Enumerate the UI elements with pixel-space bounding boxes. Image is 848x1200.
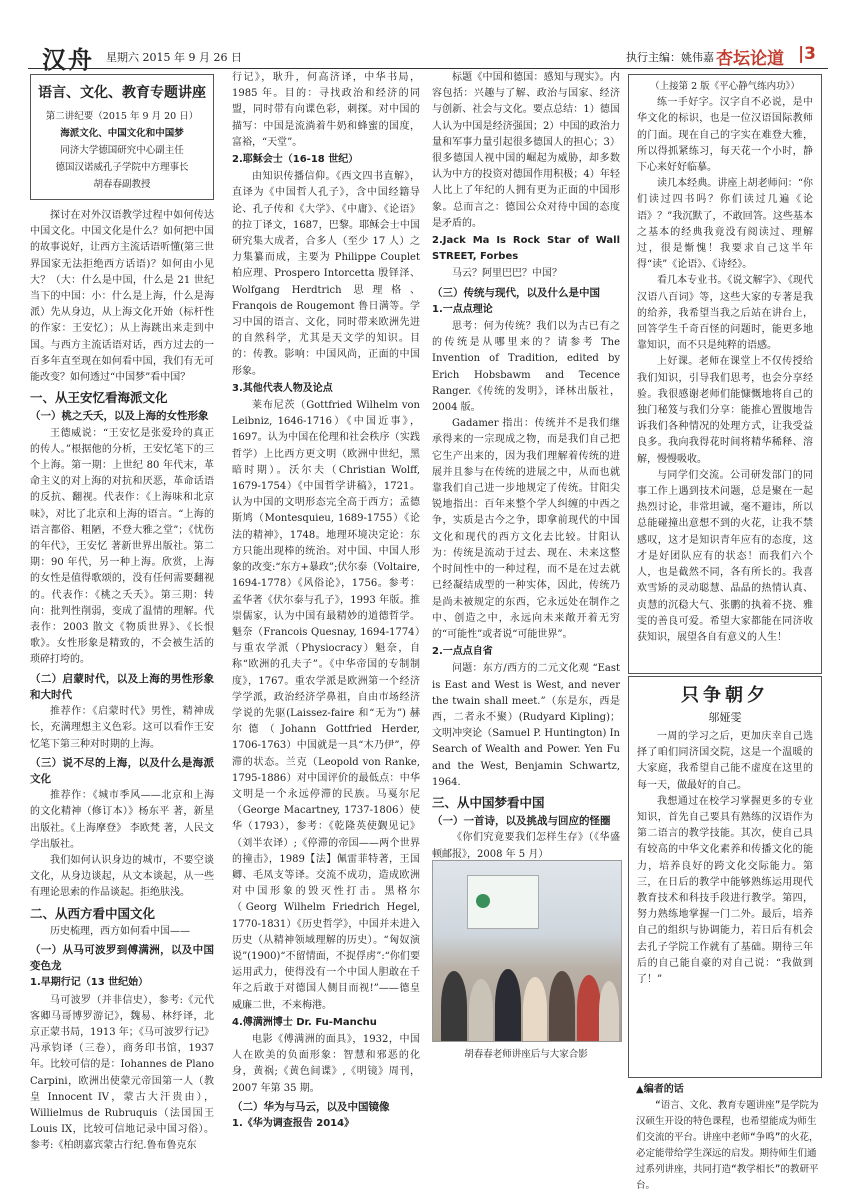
paragraph-2-intro: 历史梳理，西方如何看中国—— [50, 925, 190, 937]
lecture-issue: 第二讲纪要（2015 年 9 月 20 日） [45, 111, 199, 122]
paragraph-huawei-report: 标题《中国和德国：感知与现实》。内容包括：兴趣与了解、政治与国家、经济与创新、社会与文化。要点总结：1）德国人认为中国是经济强国；2）中国的政治力量和军事力量引起很多德国人的担心；3）很多德国人视中国的崛起为威胁，却多数认为中方的投资对德国作用积极；4）年轻人比上了年纪的人拥有更为正面的中国形象。总而言之：德国公众对待中国的态度是矛盾的。 [432, 72, 620, 229]
article-paragraph: 读几本经典。讲座上胡老师问：“你们读过四书吗？你们读过几遍《论语》？”我沉默了，不敢回答。这些基本之基本的经典我竟没有阅读过、理解过，很是惭愧！我要求自己这半年得“读”《论语》、《诗经》。 [637, 178, 813, 271]
logo-icon [476, 894, 490, 908]
issue-date: 星期六 2015 年 9 月 26 日 [106, 51, 242, 64]
essay-paragraph: 我想通过在校学习掌握更多的专业知识，首先自己要具有熟练的汉语作为第二语言的教学技能。其次，使自己具有较高的中华文化素养和传播文化的能力，培养良好的跨文化交际能力。第三，在日后的教学中能够熟练运用现代教育技术和科技手段进行教学。第四，努力熟练地掌握一门二外。最后，培养自己的组织与协调能力，若日后有机会去孔子学院工作就有了基础。期待三年后的自己能自豪的对自己说：“我做到了！” [637, 795, 813, 986]
subheading-1-1: （一）桃之夭夭，以及上海的女性形象 [30, 410, 209, 423]
essay-title: 只争朝夕 [681, 685, 769, 706]
subheading-huawei-jackma: （二）华为与马云，以及中国镜像 [232, 1100, 390, 1113]
subheading-3-1: （一）一首诗，以及挑战与回应的怪圈 [432, 815, 611, 828]
subheading-theory: 1.一点点理论 [432, 303, 493, 315]
person-figure [495, 969, 521, 1041]
photo-caption: 胡春春老师讲座后与大家合影 [464, 1049, 588, 1060]
page-header [14, 0, 834, 74]
essay-author: 邬娅雯 [708, 711, 742, 724]
paragraph-reflection: 问题：东方/西方的二元文化观 “East is East and West is West, and never the twain shall meet.”（东是东，西是西，二者永不聚）(Rudyard Kipling)；文明冲突论（Samuel P. Huntington) In Search of Wealth and Power. Yen Fu and the West, Benjamin Schwartz, 1964. [432, 663, 620, 788]
section-title: 杏坛论道 [716, 49, 784, 69]
column-1 [30, 74, 214, 1190]
subheading-1-3: （三）说不尽的上海，以及什么是海派文化 [30, 756, 214, 785]
heading-section-1: 一、从王安忆看海派文化 [30, 390, 168, 406]
subheading-fu-manchu: 4.傅满洲博士 Dr. Fu-Manchu [232, 1016, 377, 1028]
paragraph-fu-manchu: 电影《傅满洲的面具》，1932，中国人在欧美的负面形象：智慧和邪恶的化身，黄祸;《黄色间谍》,《明镜》周刊，2007 年第 35 期。 [232, 1033, 420, 1094]
paragraph-gadamer: Gadamer 指出：传统并不是我们继承得来的一宗现成之物，而是我们自己把它生产出来的，因为我们理解着传统的进展并且参与在传统的进展之中，从而也就靠我们自己进一步地规定了传统。甘阳尖锐地指出：百年来整个学人纠缠的中西之争，实质是古今之争，即拿前现代的中国文化和现代的西方文化去比较。甘阳认为：传统是流动于过去、现在、未来这整个时间性中的一种过程，而不是在过去就已经凝结成型的一种实体，因此，传统乃是尚未被规定的东西，它永远处在制作之中、创造之中，永远向未来敞开着无穷的“可能性”或者说“可能世界”。 [432, 418, 620, 640]
speaker-line-2: 德国汉诺威孔子学院中方理事长 [55, 162, 189, 173]
column-3 [432, 70, 620, 860]
essay-box [628, 676, 822, 1078]
subheading-jack-ma: 2.Jack Ma Is Rock Star of Wall STREET, Forbes [432, 235, 620, 263]
editor-note-label: ▲编者的话 [636, 1084, 684, 1095]
editor-note-text: “语言、文化、教育专题讲座”是学院为汉硕生开设的特色课程，也希望能成为师生们交流的平台。讲座中老师“争鸣”的火花，必定能带给学生深远的启发。期待师生们通过系列讲座，共同打造“教学相长”的教研平台。 [636, 1100, 819, 1191]
article-paragraph: 看几本专业书。《说文解字》、《现代汉语八百词》等，这些大家的专著是我的给养，我希望当我之后站在讲台上，回答学生千奇百怪的问题时，能更多地靠知识，而不只是纯粹的语感。 [637, 275, 813, 352]
heading-section-3: 三、从中国梦看中国 [432, 794, 545, 810]
paragraph-1-3b: 我们如何认识身边的城市，不要空谈文化，从身边谈起，从文本谈起，从一些有理论思索的作品谈起。拒绝肤浅。 [30, 854, 214, 899]
person-figure [523, 977, 547, 1041]
subheading-jesuits: 2.耶稣会士（16-18 世纪） [232, 154, 359, 166]
person-figure [469, 979, 493, 1041]
continued-article-box [628, 74, 822, 674]
paragraph-2-cont: 行记》，耿升，何高济译，中华书局，1985 年。目的：寻找政治和经济的同盟，同时带有向谍色彩，刺探。对中国的描写：中国是流淌着牛奶和蜂蜜的国度，富裕，“天堂”。 [232, 72, 420, 148]
paragraph-jack-ma: 马云？阿里巴巴？中国？ [452, 268, 562, 280]
masthead: 汉舟 [42, 45, 94, 74]
lecture-subtitle: 海派文化、中国文化和中国梦 [60, 128, 184, 139]
lecture-info-box [30, 74, 214, 200]
article-paragraph: 上好课。老师在课堂上不仅传授给我们知识，引导我们思考，也会分享经验。我很感谢老师们能慷慨地将自己的独门秘笈与我们分享：能推心置腹地告诉我们各种情况的处理方式，让我受益良多。我向我得花时间将精华稀释、溶解，慢慢吸收。 [637, 356, 813, 465]
person-figure [599, 981, 619, 1041]
paragraph-representatives: 莱布尼茨（Gottfried Wilhelm von Leibniz, 1646-1716）《中国近事》，1697。认为中国在伦理和社会秩序（实践哲学）上比西方更文明（欧洲中世纪，黑暗时期）。沃尔夫（Christian Wolff, 1679-1754）《中国哲学讲稿》，1721。认为中国的文明形态完全高于西方；孟德斯鸠（Montesquieu, 1689-1755）《论法的精神》，1748。地理环境决定论：东方只能出现棒的统治。对中国、中国人形象的改变:“东方+暴政”;伏尔泰（Voltaire, 1694-1778）《风俗论》，1756。参考：孟华著《伏尔泰与孔子》，1993 年版。推崇儒家，认为中国有最精妙的道德哲学。魁奈（Francois Quesnay, 1694-1774）与重农学派（Physiocracy）魁奈，自称“欧洲的孔夫子”。《中华帝国的专制制度》，1767。重农学派是欧洲第一个经济学学派，政治经济学鼻祖，自由市场经济学说的先驱(Laissez-faire 和“无为”) 赫尔德（Johann Gottfried Herder, 1706-1763）中国就是一具“木乃伊”，停滞的状态。兰克（Leopold von Ranke, 1795-1886）对中国评价的最低点：中华文明是一个永远停滞的民族。马戛尔尼（George Macartney, 1737-1806）使华（1793），参考：《乾隆英使觐见记》（刘半农译）;《停滞的帝国——两个世界的撞击》，1989【法】佩雷菲特著，王国卿、毛凤支等译。交流不成功，造成欧洲对中国形象的毁灭性打击。黑格尔（Georg Wilhelm Friedrich Hegel, 1770-1831）《历史哲学》，中国并未进入历史（从精神领域理解的历史）。“匈奴演说”(1900)“不留情面，不捉俘虏”:“你们要运用武力，使得没有一个中国人胆敢在千年之后敢于对德国人侧目而视!”——德皇威廉二世，不来梅港。 [232, 400, 420, 1011]
subheading-2-1: （一）从马可波罗到傅满洲，以及中国变色龙 [30, 943, 214, 973]
paragraph-2-1-1: 马可波罗（并非信史），参考:《元代客卿马哥博罗游记》，魏易、林纾译，北京正蒙书局，1913 年；《马可波罗行记》冯承钧译（三卷），商务印书馆，1937 年。比较可信的是：Iohannes de Plano Carpini，欧洲出使蒙元帝国第一人（教皇 Innocent IV，蒙古大汗贵由），Willielmus de Rubruquis（法国国王 Louis IX，比较可信地记录中国习俗）。参考:《柏朗嘉宾蒙古行纪.鲁布鲁克东 [30, 994, 214, 1152]
paragraph-1-1: 王德威说：“王安忆是张爱玲的真正的传人。”根据他的分析，王安忆笔下的三个上海。第一期：上世纪 80 年代末，革命主义的对上海的对抗和厌恶，革命话语的反抗、翻视。代表作：《上海味和北京味》，对比了北京和上海的语言。“上海的语言都俗、粗陋，不登大雅之堂”；《忧伤的年代》，王安忆 著新世界出版社。第二期：90 年代，另一种上海。欣赏，上海的女性是值得歌颂的，没有任何需要翻视的。代表作：《桃之夭夭》。第三期：转向：批判性削弱，变成了温情的理解。代表作：2003 散文《物质世界》、《长恨歌》。女性形象是精致的，不会被生活的琐碎打垮的。 [30, 427, 214, 666]
paragraph-1-2: 推荐作：《启蒙时代》男性，精神成长，充满理想主义色彩。这可以看作王安忆笔下第三种对时期的上海。 [30, 706, 214, 750]
executive-editor: 执行主编：姚伟嘉 [626, 51, 714, 64]
heading-section-2: 二、从西方看中国文化 [30, 905, 156, 921]
speaker-line-1: 同济大学德国研究中心副主任 [60, 145, 184, 156]
subheading-huawei-report: 1.《华为调查报告 2014》 [232, 1118, 355, 1129]
paragraph-3-1: 《你们究竟要我们怎样生存》（《华盛顿邮报》，2008 年 5 月） [432, 832, 620, 860]
paragraph-theory: 思考：何为传统？我们以为古已有之的传统是从哪里来的？请参考 The Invention of Tradition, edited by Erich Hobsbawm and Tecence Ranger.《传统的发明》，译林出版社，2004 版。 [432, 321, 620, 414]
article-paragraph: 与同学们交流。公司研发部门的同事工作上遇到技术问题，总是聚在一起热烈讨论，非常坦诚，毫不避讳，所以总能碰撞出意想不到的火花，让我不禁感叹，这才是知识青年应有的态度，这才是好团队应有的状态！而我们六个人，也是截然不同，各有所长的。我喜欢雪矫的灵动聪慧、晶晶的热情认真、贞慧的沉稳大气、张鹏的执着不挠、雅雯的善良可爱。希望大家都能在同济收获知识，展望各自有意义的人生！ [637, 469, 813, 643]
intro-paragraph: 探讨在对外汉语教学过程中如何传达中国文化。中国文化是什么？如何把中国的故事说好，让西方主流话语听懂(第三世界国家无法拒绝西方话语)？如何由小见大？（大：什么是中国，什么是 21 世纪当下的中国：小：什么是上海，什么是海派）先从身边，从上海文化开始（标杆性的作家：王安忆）；从上海跳出来走到中国。与西方主流话语对话，西方过去的一百多年直至现在如何看中国，我们有无可能改变？如何透过“中国梦”看中国？ [30, 210, 214, 384]
projector-screen [467, 875, 539, 929]
subheading-representatives: 3.其他代表人物及论点 [232, 382, 333, 394]
lecture-series-title: 语言、文化、教育专题讲座 [38, 85, 206, 101]
page-number: |3 [797, 44, 816, 64]
person-figure [441, 971, 467, 1041]
subheading-reflection: 2.一点点自省 [432, 646, 493, 658]
subheading-tradition: （三）传统与现代，以及什么是中国 [432, 286, 600, 299]
header-rule [28, 68, 828, 69]
paragraph-jesuits: 由知识传播信仰。《西文四书直解》，直译为《中国哲人孔子》，含中国经籍导论、孔子传和《大学》、《中庸》、《论语》的拉丁译文，1687，巴黎。耶稣会士中国研究集大成者，合多人（至少 17 人）之力集纂而成，主要为 Philippe Couplet 柏应理、Prospero Intorcetta 殷铎泽、Wolfgang Herdtrich 思理格、Franqois de Rougemont 鲁日满等。学习中国的语言、文化，同时带来欧洲先进的自然科学，尤其是天文学的知识。目的：传教。影响：中国风尚，正面的中国形象。 [232, 171, 420, 377]
editor-note [636, 1082, 820, 1194]
speaker-line-3: 胡春春副教授 [93, 179, 151, 190]
group-photo [432, 860, 622, 1042]
essay-paragraph: 一周的学习之后，更加庆幸自己选择了咱们同济国交院，这是一个温暖的大家庭，我希望自己能不虚度在这里的每一天，做最好的自己。 [637, 731, 813, 791]
continued-from: （上接第 2 版《平心静气练内功》） [650, 81, 800, 92]
person-figure [549, 971, 575, 1041]
article-paragraph: 练一手好字。汉字自不必说，是中华文化的标识，也是一位汉语国际教师的门面。现在自己的字实在难登大雅，所以得抓紧练习，每天花一个小时，静下心来好好临摹。 [637, 97, 813, 174]
person-figure [577, 975, 601, 1041]
column-2 [232, 70, 420, 1190]
subheading-2-1-1: 1.早期行记（13 世纪始） [30, 977, 149, 989]
subheading-1-2: （二）启蒙时代，以及上海的男性形象和大时代 [30, 672, 214, 701]
paragraph-1-3: 推荐作：《城市季风——北京和上海的文化精神（修订本）》杨东平 著，新星出版社。《上海摩登》 李欧梵 著，人民文学出版社。 [30, 790, 214, 850]
